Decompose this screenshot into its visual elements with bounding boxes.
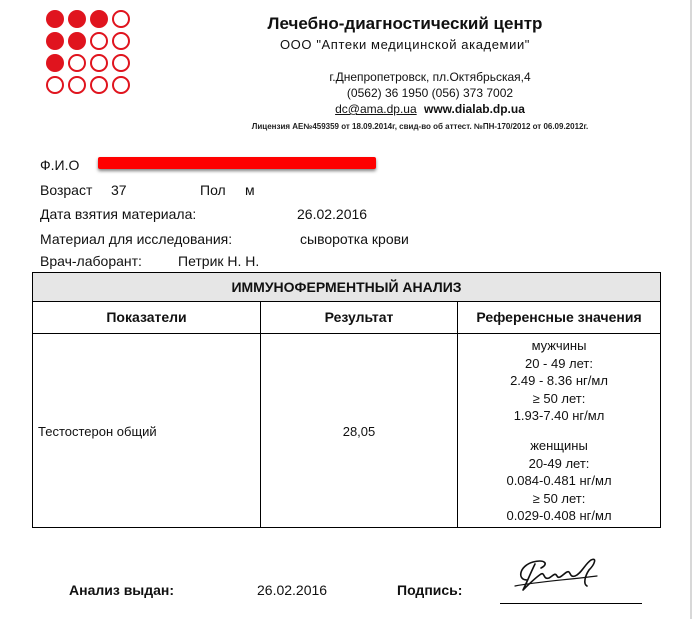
ref-men-range1: 2.49 - 8.36 нг/мл [510, 373, 608, 389]
license-line: Лицензия АЕ№459359 от 18.09.2014г, свид-во об аттест. №ПН-170/2012 от 06.09.2012г. [251, 122, 589, 131]
ref-women-age2: ≥ 50 лет: [532, 490, 586, 506]
ref-men-label: мужчины [531, 338, 587, 353]
material-label: Материал для исследования: [40, 231, 233, 247]
ref-men-range2: 1.93-7.40 нг/мл [513, 408, 605, 424]
table-title: ИММУНОФЕРМЕНТНЫЙ АНАЛИЗ [33, 273, 660, 302]
sex-label: Пол [200, 182, 226, 198]
doctor-value: Петрик Н. Н. [178, 253, 260, 269]
ref-men-age1: 20 - 49 лет: [524, 355, 594, 371]
website-link[interactable]: www.dialab.dp.ua [424, 102, 525, 116]
ref-women-range1: 0.084-0.481 нг/мл [506, 473, 612, 489]
header-divider [33, 333, 660, 334]
issued-label: Анализ выдан: [69, 582, 175, 598]
ref-women-label: женщины [530, 437, 588, 453]
clinic-org: ООО "Аптеки медицинской академии" [279, 37, 531, 52]
signature-label: Подпись: [397, 582, 463, 598]
ref-women-range2: 0.029-0.408 нг/мл [506, 508, 612, 524]
doctor-label: Врач-лаборант: [40, 253, 142, 269]
ref-men-age2: ≥ 50 лет: [532, 390, 586, 406]
clinic-logo [46, 10, 130, 94]
name-redaction [98, 157, 376, 169]
header-indicator: Показатели [106, 309, 187, 325]
reference-cell [458, 337, 660, 525]
header-result: Результат [324, 309, 394, 325]
signature-image [505, 550, 615, 598]
date-value: 26.02.2016 [297, 206, 368, 222]
indicator-cell: Тестостерон общий [38, 424, 157, 439]
page-edge [690, 0, 692, 619]
clinic-phones: (0562) 36 1950 (056) 373 7002 [346, 86, 514, 100]
clinic-contacts [240, 102, 620, 116]
result-cell: 28,05 [342, 424, 376, 439]
email-link[interactable]: dc@ama.dp.ua [335, 102, 417, 116]
issued-date: 26.02.2016 [257, 582, 328, 598]
age-value: 37 [111, 182, 127, 198]
results-table [32, 272, 661, 528]
header-reference: Референсные значения [476, 309, 642, 325]
ref-women-age1: 20-49 лет: [528, 455, 590, 471]
date-label: Дата взятия материала: [40, 206, 197, 222]
column-divider-1 [260, 301, 261, 527]
name-label: Ф.И.О [40, 157, 80, 173]
sex-value: м [245, 182, 255, 198]
clinic-title: Лечебно-диагностический центр [267, 14, 543, 33]
age-label: Возраст [40, 182, 93, 198]
material-value: сыворотка крови [300, 231, 409, 247]
clinic-address: г.Днепропетровск, пл.Октябрьская,4 [329, 70, 531, 84]
signature-line [500, 603, 642, 604]
